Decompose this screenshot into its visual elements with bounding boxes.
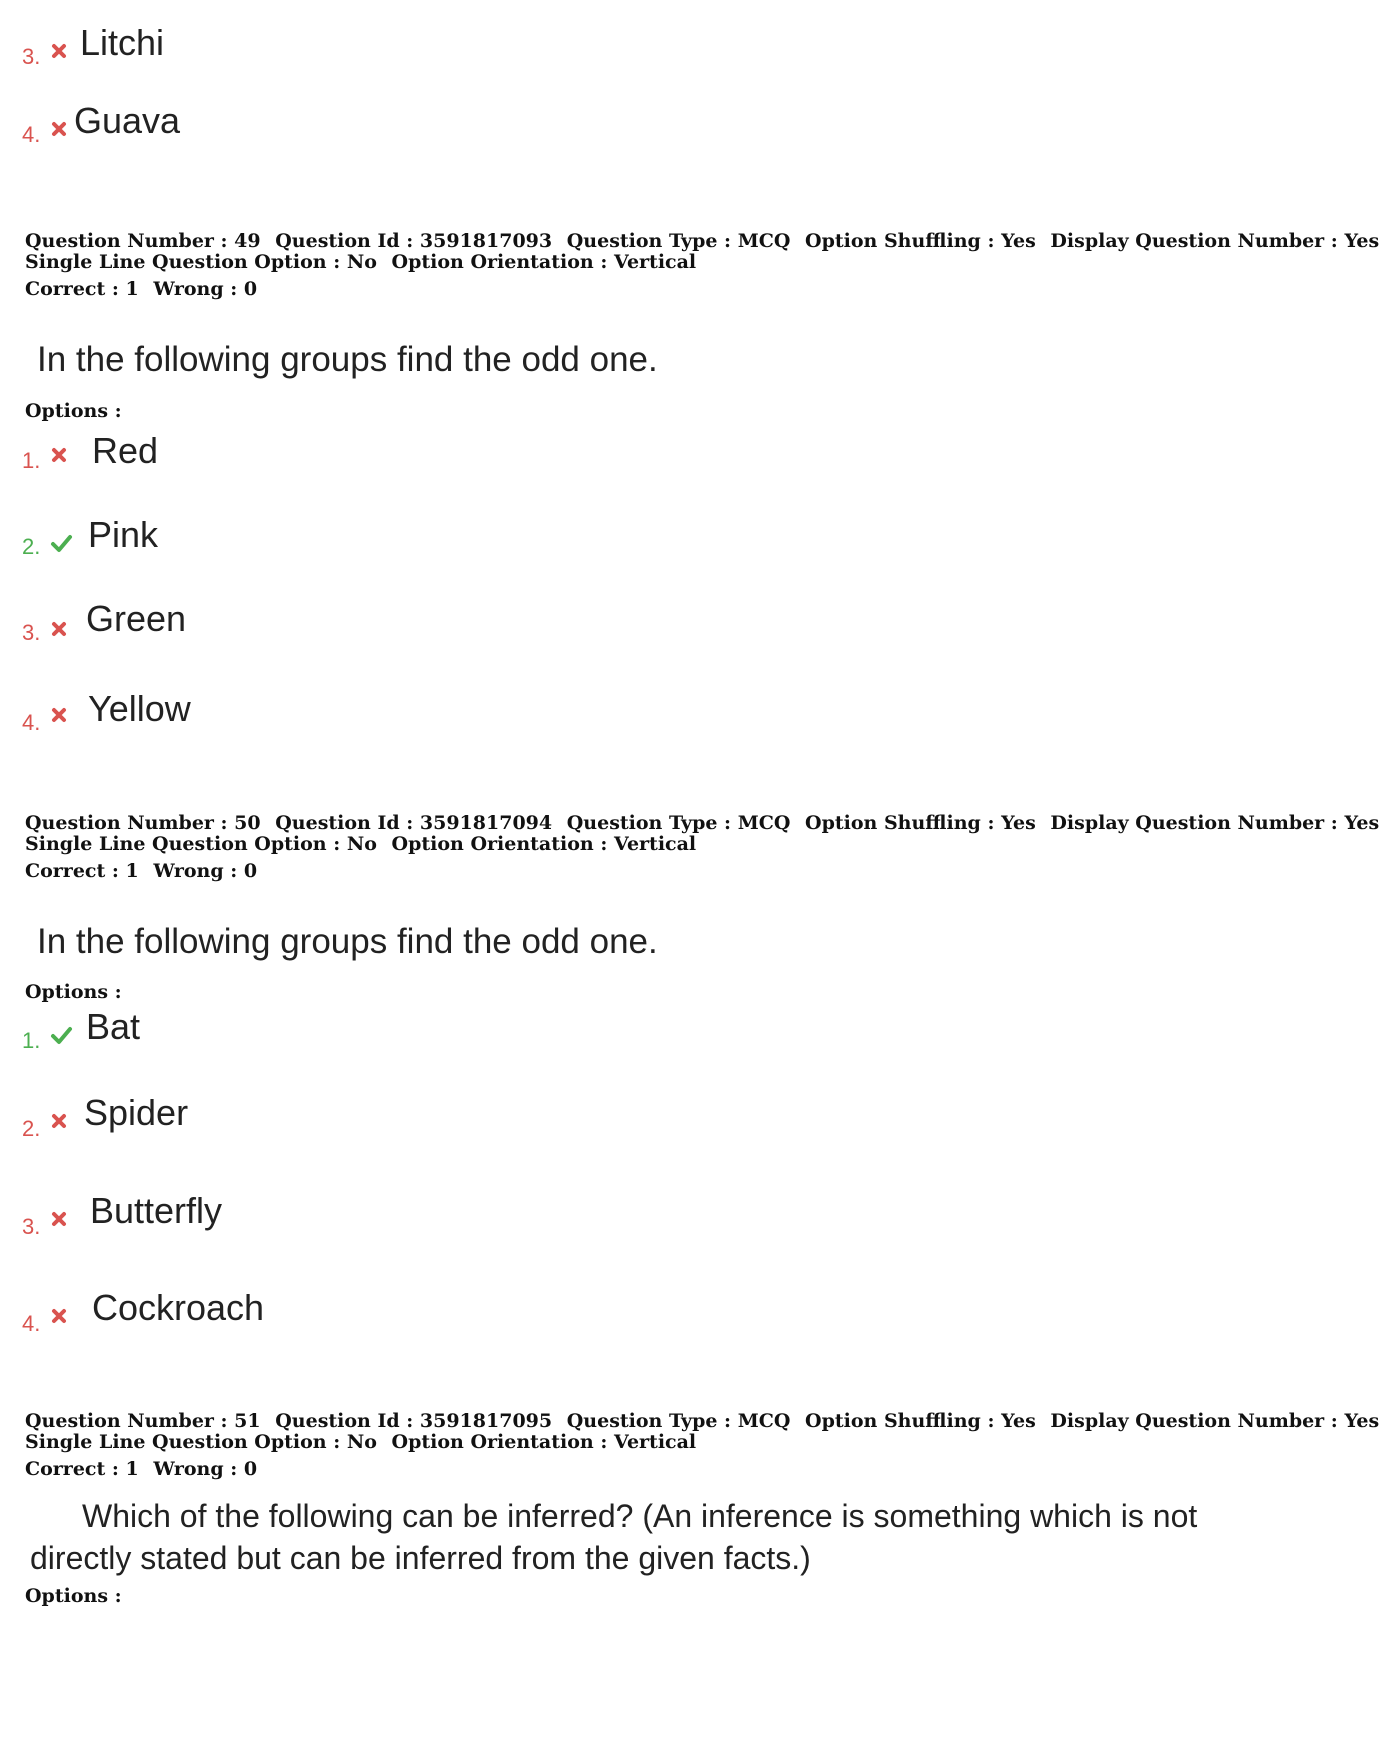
question-meta-50: [25, 813, 1379, 882]
option-1: [22, 1006, 322, 1066]
question-text-line-1: Which of the following can be inferred? (An inference is something which is not: [82, 1498, 1198, 1534]
option-text: Litchi: [80, 22, 165, 63]
option-shuffling: Option Shuffling : Yes: [805, 1410, 1036, 1432]
option-text: Red: [92, 430, 159, 471]
option-text: Yellow: [88, 688, 191, 729]
option-text: Pink: [88, 514, 159, 555]
question-number: Question Number : 49: [25, 230, 261, 252]
option-number: 2.: [22, 1116, 41, 1141]
option-text: Butterfly: [90, 1190, 223, 1231]
option-orientation: Option Orientation : Vertical: [391, 1431, 697, 1453]
option-orientation: Option Orientation : Vertical: [391, 251, 697, 273]
question-meta-51: [25, 1411, 1379, 1480]
question-meta-49: [25, 231, 1379, 300]
question-text: In the following groups find the odd one.: [37, 340, 658, 379]
option-2: [22, 1092, 322, 1152]
option-3: [22, 598, 322, 658]
display-question-number: Display Question Number : Yes: [1050, 230, 1379, 252]
option-text: Green: [86, 598, 187, 639]
single-line-option: Single Line Question Option : No: [25, 1431, 377, 1453]
correct-marks: Correct : 1: [25, 1458, 139, 1480]
meta-line-1: [25, 1411, 1379, 1432]
cross-icon: [50, 620, 68, 638]
question-number: Question Number : 51: [25, 1410, 261, 1432]
single-line-option: Single Line Question Option : No: [25, 251, 377, 273]
option-shuffling: Option Shuffling : Yes: [805, 230, 1036, 252]
question-id: Question Id : 3591817093: [275, 230, 553, 252]
meta-line-3: [25, 861, 1379, 882]
single-line-option: Single Line Question Option : No: [25, 833, 377, 855]
question-id: Question Id : 3591817095: [275, 1410, 553, 1432]
option-text: Cockroach: [92, 1287, 265, 1328]
meta-line-2: [25, 252, 1379, 273]
option-orientation: Option Orientation : Vertical: [391, 833, 697, 855]
option-4: [22, 688, 322, 748]
options-label: Options :: [25, 400, 122, 422]
question-text: [30, 1495, 1197, 1579]
cross-icon: [50, 120, 68, 138]
cross-icon: [50, 1112, 68, 1130]
wrong-marks: Wrong : 0: [153, 1458, 258, 1480]
correct-marks: Correct : 1: [25, 278, 139, 300]
option-4: [22, 1287, 362, 1347]
option-text: Spider: [84, 1092, 189, 1133]
wrong-marks: Wrong : 0: [153, 278, 258, 300]
question-type: Question Type : MCQ: [566, 1410, 791, 1432]
options-label: Options :: [25, 1585, 122, 1607]
cross-icon: [50, 446, 68, 464]
option-number: 1.: [22, 1028, 41, 1053]
option-number: 4.: [22, 710, 41, 735]
options-label: Options :: [25, 981, 122, 1003]
cross-icon: [50, 1307, 68, 1325]
prev-option-4: [22, 100, 322, 160]
meta-line-3: [25, 1459, 1379, 1480]
question-type: Question Type : MCQ: [566, 230, 791, 252]
meta-line-1: [25, 231, 1379, 252]
option-3: [22, 1190, 322, 1250]
option-number: 3.: [22, 44, 41, 69]
cross-icon: [50, 1210, 68, 1228]
cross-icon: [50, 42, 68, 60]
option-number: 4.: [22, 1311, 41, 1336]
option-number: 3.: [22, 620, 41, 645]
display-question-number: Display Question Number : Yes: [1050, 812, 1379, 834]
check-icon: [50, 532, 72, 554]
check-icon: [50, 1024, 72, 1046]
question-number: Question Number : 50: [25, 812, 261, 834]
option-number: 3.: [22, 1214, 41, 1239]
option-number: 1.: [22, 448, 41, 473]
correct-marks: Correct : 1: [25, 860, 139, 882]
option-2: [22, 514, 322, 574]
meta-line-2: [25, 834, 1379, 855]
question-text-line-2: directly stated but can be inferred from the given facts.): [30, 1540, 811, 1576]
question-type: Question Type : MCQ: [566, 812, 791, 834]
option-1: [22, 430, 322, 490]
option-number: 2.: [22, 534, 41, 559]
option-number: 4.: [22, 122, 41, 147]
meta-line-1: [25, 813, 1379, 834]
question-id: Question Id : 3591817094: [275, 812, 553, 834]
wrong-marks: Wrong : 0: [153, 860, 258, 882]
question-text: In the following groups find the odd one.: [37, 922, 658, 961]
meta-line-2: [25, 1432, 1379, 1453]
prev-option-3: [22, 22, 322, 82]
display-question-number: Display Question Number : Yes: [1050, 1410, 1379, 1432]
option-text: Bat: [86, 1006, 141, 1047]
cross-icon: [50, 706, 68, 724]
option-text: Guava: [74, 100, 181, 141]
option-shuffling: Option Shuffling : Yes: [805, 812, 1036, 834]
meta-line-3: [25, 279, 1379, 300]
